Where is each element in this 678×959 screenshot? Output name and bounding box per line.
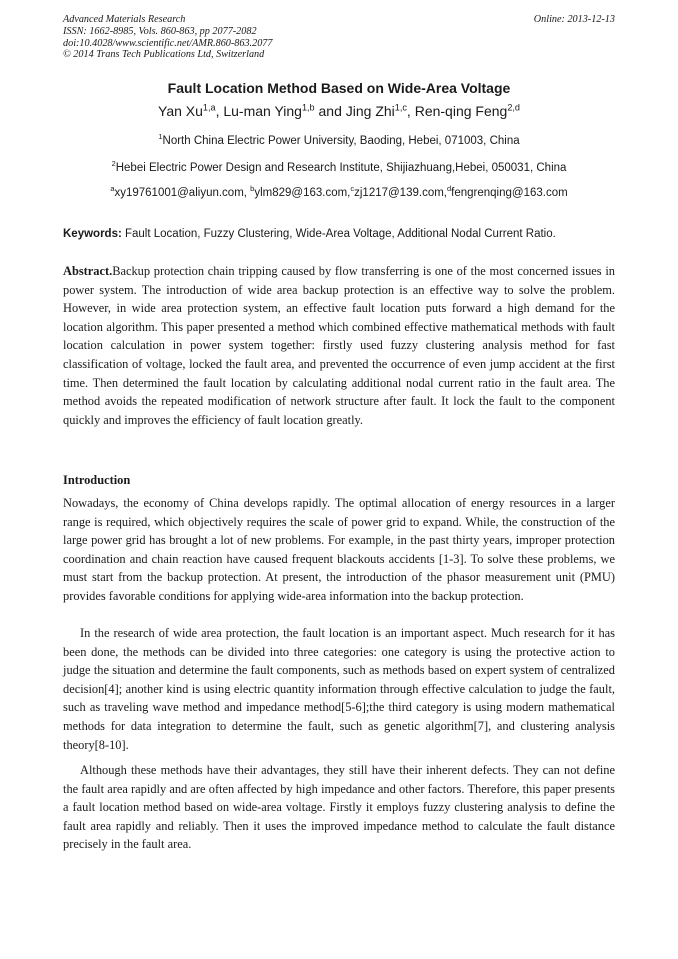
email-superscript: b [250,184,255,194]
author-separator: and [314,103,346,119]
abstract-label: Abstract. [63,264,113,278]
author-name: Yan Xu [158,103,203,119]
email-address: ylm829@163.com, [254,187,351,199]
affiliation-text: North China Electric Power University, Baoding, Hebei, 071003, China [162,135,520,147]
author-name: Ren-qing Feng [414,103,508,119]
introduction-heading: Introduction [63,473,131,487]
email-address: zj1217@139.com, [354,187,447,199]
author-name: Lu-man Ying [223,103,302,119]
affiliation-2 [0,160,678,176]
email-superscript: a [110,184,115,194]
email-address: fengrenqing@163.com [451,187,568,199]
author-superscript: 1,b [301,102,315,113]
affiliation-1 [0,133,678,149]
intro-paragraph-1: Nowadays, the economy of China develops rapidly. The optimal allocation of energy resources in a larger range is required, which objectively requires the scale of power grid to expand. While, the construction of the large power grid has brought a lot of new problems. For example, in the past thirty years, improper protection coordination and chain reaction have caused frequent blackouts accidents [1-3]. To solve these problems, we must start from the backup protection. At present, the introduction of the phasor measurement unit (PMU) provides favorable conditions for applying wide-area information into the backup protection. [63,496,615,603]
affiliation-superscript: 2 [111,159,116,169]
keywords-text: Fault Location, Fuzzy Clustering, Wide-Area Voltage, Additional Nodal Current Ratio. [121,228,556,240]
author-superscript: 1,c [394,102,407,113]
keywords [63,226,615,242]
abstract [63,262,615,429]
intro-paragraph-2: In the research of wide area protection, the fault location is an important aspect. Much research for it has been done, the methods can be divided into three categories: one category is using the protective action to judge the situation and determine the fault components, such as methods based on expert system of centralized decision[4]; another kind is using electric quantity information through effective calculation to judge the fault, such as traveling wave method and impedance method[5-6];the third category is using modern mathematical methods for data integration to determine the fault, such as genetic algorithm[7], and clustering analysis theory[8-10]. [63,626,615,752]
affiliation-superscript: 1 [158,132,163,142]
issn-line: ISSN: 1662-8985, Vols. 860-863, pp 2077-2082 [63,25,257,37]
email-superscript: d [447,184,452,194]
author-superscript: 2,d [507,102,520,113]
online-date: Online: 2013-12-13 [533,14,615,25]
doi-line: doi:10.4028/www.scientific.net/AMR.860-863.2077 [63,37,273,49]
email-address: xy19761001@aliyun.com, [114,187,251,199]
paper-title: Fault Location Method Based on Wide-Area Voltage [167,80,511,96]
journal-header [63,14,615,61]
copyright-line: © 2014 Trans Tech Publications Ltd, Switzerland [63,49,265,61]
abstract-text: Backup protection chain tripping caused by flow transferring is one of the most concerned issues in power system. The introduction of wide area backup protection is an effective way to solve the problem. However, in wide area protection system, an effective fault location puts forward a high demand for the location algorithm. This paper presented a method which combined effective mathematical methods with fault location calculation in power system together: firstly used fuzzy clustering analysis method for fast classification of voltage, locked the fault area, and prevented the occurrence of even jump accident at the first time. Then determined the fault location by calculating additional nodal current ratio in the fault area. The method avoids the repeated modification of network structure after fault. It lock the fault to the component quickly and improves the efficiency of fault location greatly. [63,264,615,427]
email-superscript: c [350,184,355,194]
author-list [0,101,678,121]
author-superscript: 1,a [202,102,216,113]
author-separator: , [215,103,224,119]
intro-paragraph-3: Although these methods have their advantages, they still have their inherent defects. They can not define the fault area rapidly and are often affected by high impedance and other factors. Therefore, this paper presents a fault location method based on wide-area voltage. Firstly it employs fuzzy clustering analysis to define the fault area rapidly and reliably. Then it uses the improved impedance method to calculate the fault distance precisely in the fault area. [63,763,615,852]
keywords-label: Keywords: [63,228,122,240]
journal-name: Advanced Materials Research [63,14,186,25]
author-separator: , [406,103,415,119]
author-name: Jing Zhi [345,103,395,119]
email-line [0,185,678,201]
affiliation-text: Hebei Electric Power Design and Research Institute, Shijiazhuang,Hebei, 050031, China [115,162,567,174]
